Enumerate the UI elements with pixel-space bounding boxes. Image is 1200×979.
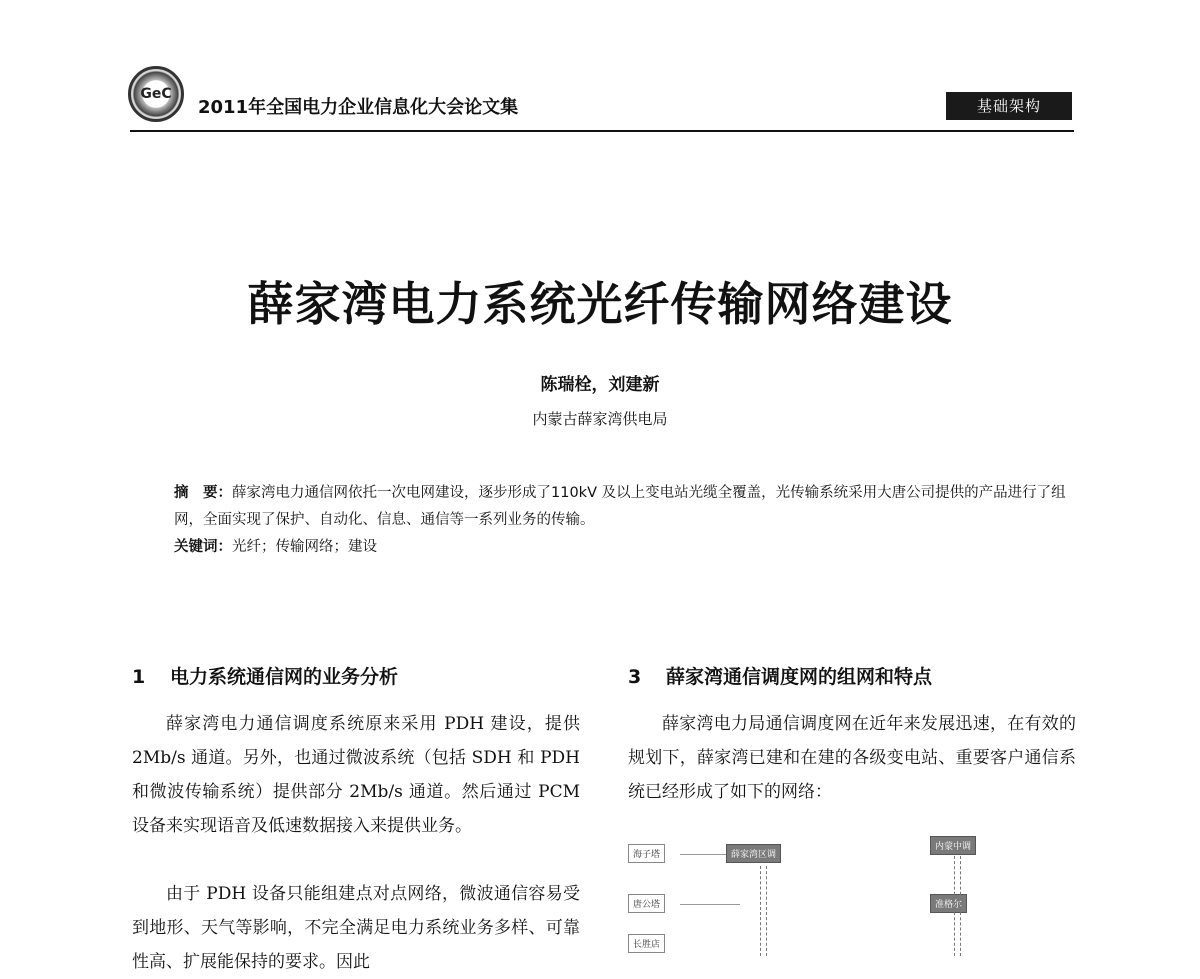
authors: 陈瑞栓，刘建新 — [540, 375, 660, 395]
diagram-link — [766, 866, 767, 956]
abstract-block — [174, 480, 1074, 561]
conference-logo — [128, 66, 184, 122]
diagram-node: 薛家湾区调 — [726, 844, 781, 863]
diagram-link — [960, 856, 961, 956]
section-tag: 基础架构 — [946, 92, 1072, 120]
diagram-node: 唐公塔 — [628, 894, 665, 913]
diagram-link — [954, 856, 955, 956]
section1-number: 1 — [132, 666, 146, 688]
paper-title: 薛家湾电力系统光纤传输网络建设 — [247, 277, 953, 331]
diagram-node: 内蒙中调 — [930, 836, 976, 855]
abstract-label: 摘 要： — [174, 485, 232, 501]
section3-heading — [628, 662, 1076, 689]
network-diagram — [620, 830, 1076, 951]
section1-heading — [132, 662, 580, 689]
diagram-link — [680, 904, 740, 905]
keywords-label: 关键词： — [174, 539, 232, 555]
diagram-node: 长胜店 — [628, 934, 665, 953]
keywords — [174, 534, 1074, 561]
diagram-node: 准格尔 — [930, 894, 967, 913]
diagram-link — [680, 854, 726, 855]
section3-title: 薛家湾通信调度网的组网和特点 — [666, 666, 933, 688]
logo-text: GeC — [140, 86, 172, 102]
journal-title: 2011年全国电力企业信息化大会论文集 — [198, 97, 519, 118]
section3-para1: 薛家湾电力局通信调度网在近年来发展迅速，在有效的规划下，薛家湾已建和在建的各级变电站、重要客户通信系统已经形成了如下的网络： — [628, 714, 1076, 802]
section3-number: 3 — [628, 666, 642, 688]
diagram-link — [760, 866, 761, 956]
header-rule — [130, 130, 1074, 132]
keywords-text: 光纤；传输网络；建设 — [232, 539, 377, 555]
affiliation: 内蒙古薛家湾供电局 — [532, 410, 668, 428]
diagram-node: 海子塔 — [628, 844, 665, 863]
section1-para1: 薛家湾电力通信调度系统原来采用 PDH 建设，提供 2Mb/s 通道。另外，也通过微波系统（包括 SDH 和 PDH 和微波传输系统）提供部分 2Mb/s 通道。然后通过 PCM 设备来实现语音及低速数据接入来提供业务。 — [132, 714, 580, 836]
abstract-text: 薛家湾电力通信网依托一次电网建设，逐步形成了110kV 及以上变电站光缆全覆盖，光传输系统采用大唐公司提供的产品进行了组网，全面实现了保护、自动化、信息、通信等一系列业务的传输。 — [174, 485, 1066, 528]
section1-para2: 由于 PDH 设备只能组建点对点网络，微波通信容易受到地形、天气等影响，不完全满足电力系统业务多样、可靠性高、扩展能保持的要求。因此 — [132, 884, 580, 972]
abstract — [174, 480, 1074, 534]
section1-title: 电力系统通信网的业务分析 — [170, 666, 399, 688]
